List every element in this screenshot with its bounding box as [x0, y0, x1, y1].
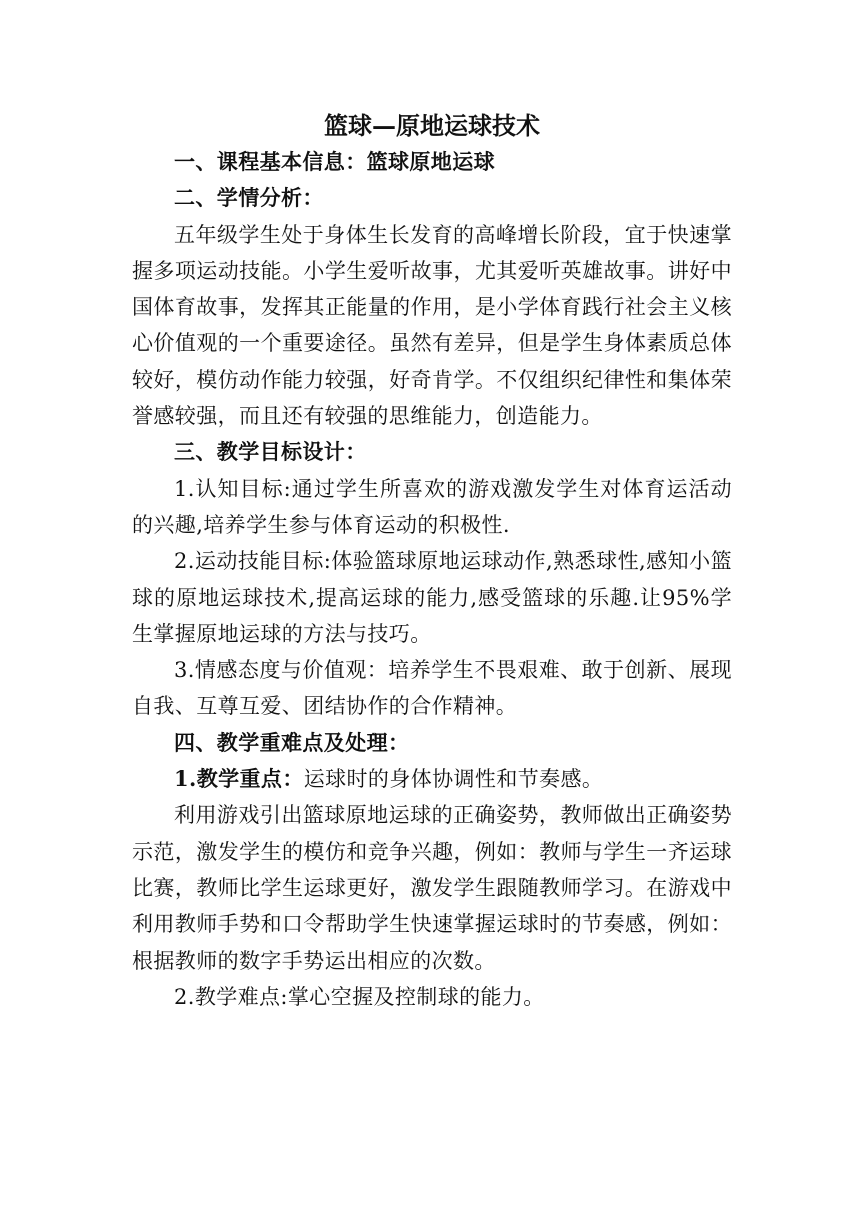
section-3-heading: 三、教学目标设计： — [174, 439, 367, 465]
section-2-body: 五年级学生处于身体生长发育的高峰增长阶段，宜于快速掌握多项运动技能。小学生爱听故事，尤其爱听英雄故事。讲好中国体育故事，发挥其正能量的作用，是小学体育践行社会主义核心价值观的一个重要途径。虽然有差异，但是学生身体素质总体较好，模仿动作能力较强，好奇肯学。不仅组织纪律性和集体荣誉感较强，而且还有较强的思维能力，创造能力。 — [132, 222, 732, 429]
section-4-key-body: 利用游戏引出篮球原地运球的正确姿势，教师做出正确姿势示范，激发学生的模仿和竞争兴趣，例如：教师与学生一齐运球比赛，教师比学生运球更好，激发学生跟随教师学习。在游戏中利用教师手势和口令帮助学生快速掌握运球时的节奏感，例如：根据教师的数字手势运出相应的次数。 — [132, 803, 732, 973]
document-title: 篮球—原地运球技术 — [324, 111, 540, 140]
key-point-label: 1.教学重点： — [174, 766, 304, 792]
section-2-heading: 二、学情分析： — [174, 185, 324, 211]
section-3-item-3: 3.情感态度与价值观：培养学生不畏艰难、敢于创新、展现自我、互尊互爱、团结协作的合作精神。 — [132, 658, 732, 719]
section-4-key-point — [132, 761, 732, 797]
section-4-heading: 四、教学重难点及处理： — [174, 729, 410, 755]
document-page — [132, 108, 732, 1015]
section-3-item-1: 1.认知目标:通过学生所喜欢的游戏激发学生对体育运活动的兴趣,培养学生参与体育运动的积极性. — [132, 476, 732, 537]
section-3-item-2: 2.运动技能目标:体验篮球原地运球动作,熟悉球性,感知小篮球的原地运球技术,提高运球的能力,感受篮球的乐趣.让95%学生掌握原地运球的方法与技巧。 — [132, 549, 732, 646]
key-point-text: 运球时的身体协调性和节奏感。 — [303, 767, 604, 792]
section-1-heading: 一、课程基本信息：篮球原地运球 — [174, 149, 495, 174]
section-4-difficulty: 2.教学难点:掌心空握及控制球的能力。 — [174, 984, 545, 1009]
